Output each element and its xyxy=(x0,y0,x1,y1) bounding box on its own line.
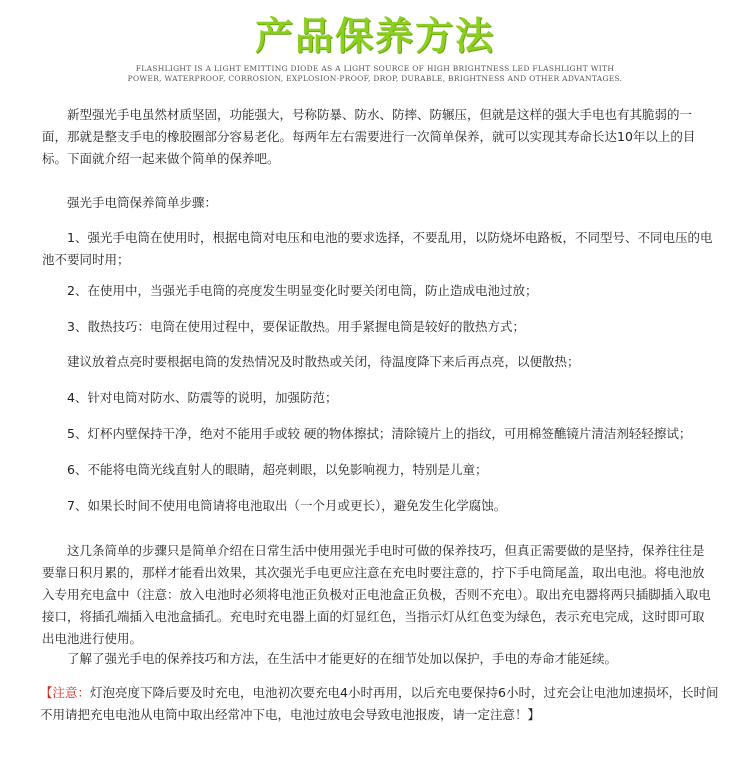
step-1: 1、强光手电筒在使用时，根据电筒对电压和电池的要求选择，不要乱用，以防烧坏电路板，不同型号、不同电压的电池不要同时用； xyxy=(42,230,713,267)
closing-paragraph: 了解了强光手电的保养技巧和方法，在生活中才能更好的在细节处加以保护，手电的寿命才能延续。 xyxy=(67,651,618,666)
cooling-tip: 建议放着点亮时要根据电筒的发热情况及时散热或关闭，待温度降下来后再点亮，以便散热； xyxy=(67,354,580,369)
step-7: 7、如果长时间不使用电筒请将电池取出（一个月或更长），避免发生化学腐蚀。 xyxy=(67,498,507,513)
step-2: 2、在使用中，当强光手电筒的亮度发生明显变化时要关闭电筒，防止造成电池过放； xyxy=(67,283,538,298)
step-4: 4、针对电筒对防水、防震等的说明，加强防范； xyxy=(67,390,338,405)
steps-heading: 强光手电筒保养简单步骤： xyxy=(67,195,218,210)
intro-paragraph: 新型强光手电虽然材质坚固，功能强大，号称防暴、防水、防摔、防辗压，但就是这样的强大手电也有其脆弱的一面，那就是整支手电的橡胶圈部分容易老化。每两年左右需要进行一次简单保养，就可以实现其寿命长达10年以上的目标。下面就介绍一起来做个简单的保养吧。 xyxy=(42,107,696,166)
page-subtitle: FLASHLIGHT IS A LIGHT EMITTING DIODE AS A LIGHT SOURCE OF HIGH BRIGHTNESS LED FLASHLIGHT WITH POWER, WATERPROOF, CORROSION, EXPLOSION-PROOF, DROP, DURABLE, BRIGHTNESS AND OTHER ADVANTAGES. xyxy=(127,64,623,83)
summary-paragraph: 这几条简单的步骤只是简单介绍在日常生活中使用强光手电时可做的保养技巧，但真正需要做的是坚持，保养往往是要靠日积月累的，那样才能看出效果，其次强光手电更应注意在充电时要注意的，拧下手电筒尾盖，取出电池。将电池放入专用充电盒中（注意：放入电池时必须将电池正负极对正电池盒正负极，否则不充电）。取出充电器将两只插脚插入取电接口，将插孔端插入电池盒插孔。充电时充电器上面的灯显红色，当指示灯从红色变为绿色，表示充电完成，这时即可取出电池进行使用。 xyxy=(42,543,711,646)
warning-note xyxy=(40,682,720,726)
note-open-bracket: 【 xyxy=(40,685,53,700)
step-6: 6、不能将电筒光线直射人的眼睛，超亮刺眼，以免影响视力，特别是儿童； xyxy=(67,462,488,477)
step-3: 3、散热技巧：电筒在使用过程中，要保证散热。用手紧握电筒是较好的散热方式； xyxy=(67,319,525,334)
note-text: 灯泡亮度下降后要及时充电，电池初次要充电4小时再用，以后充电要保持6小时，过充会让电池加速损坏，长时间不用请把充电电池从电筒中取出经常冲下电，电池过放电会导致电池报废，请一定注意！】 xyxy=(40,685,719,722)
page-title: 产品保养方法 xyxy=(254,14,495,58)
note-label: 注意： xyxy=(52,685,91,700)
step-5: 5、灯杯内壁保持干净，绝对不能用手或较 硬的物体擦拭；清除镜片上的指纹，可用棉签醮镜片清洁剂轻轻擦试； xyxy=(67,426,692,441)
